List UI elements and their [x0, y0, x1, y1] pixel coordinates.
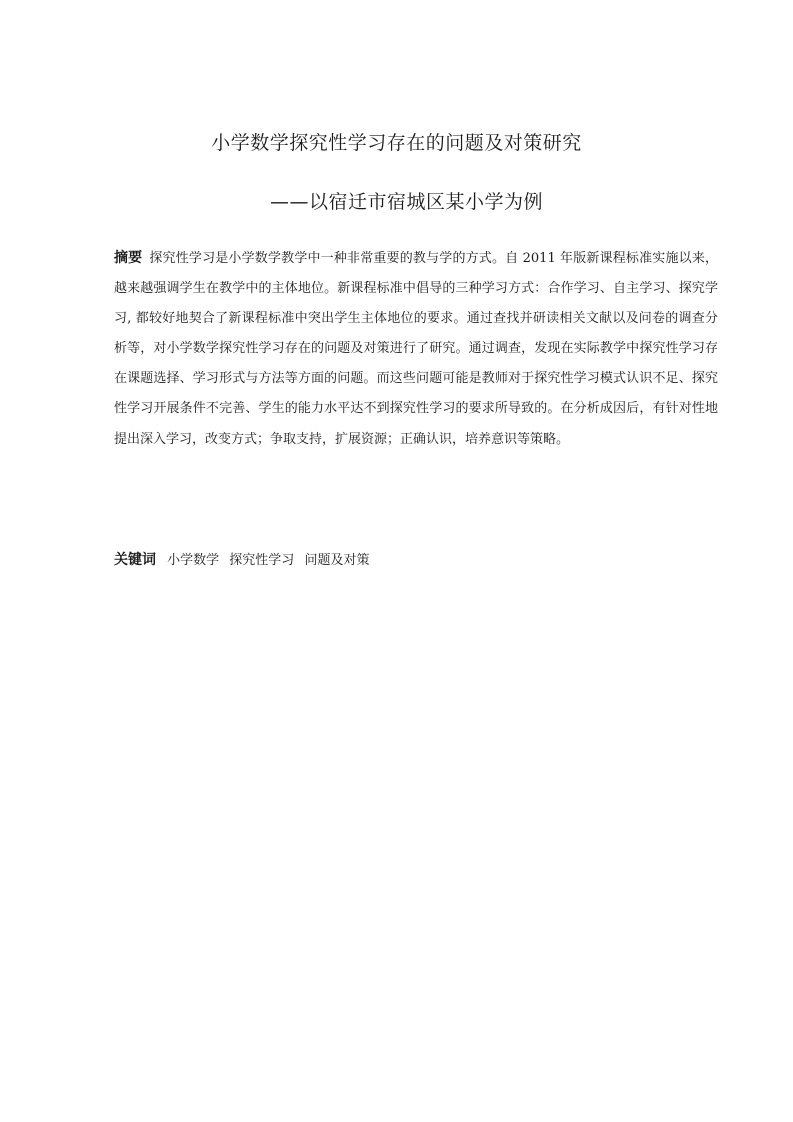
keyword-item: 问题及对策: [304, 553, 370, 568]
keywords-label: 关键词: [114, 552, 156, 568]
keyword-item: 小学数学: [167, 553, 220, 568]
abstract-label: 摘要: [114, 250, 143, 266]
keywords-section: [114, 547, 718, 574]
paper-subtitle: ——以宿迁市宿城区某小学为例: [269, 191, 543, 213]
abstract-text: 探究性学习是小学数学教学中一种非常重要的教与学的方式。自 2011 年版新课程标准实施以来，越来越强调学生在教学中的主体地位。新课程标准中倡导的三种学习方式：合作学习、自主学习、探究学习, 都较好地契合了新课程标准中突出学生主体地位的要求。通过查找并研读相关文献以及问卷的调查分析等，对小学数学探究性学习存在的问题及对策进行了研究。通过调查，发现在实际教学中探究性学习存在课题选择、学习形式与方法等方面的问题。而这些问题可能是教师对于探究性学习模式认识不足、探究性学习开展条件不完善、学生的能力水平达不到探究性学习的要求所导致的。在分析成因后，有针对性地提出深入学习，改变方式；争取支持，扩展资源；正确认识，培养意识等策略。: [114, 251, 718, 447]
keyword-item: 探究性学习: [229, 553, 295, 568]
paper-title: 小学数学探究性学习存在的问题及对策研究: [211, 132, 582, 154]
abstract-section: [114, 243, 718, 455]
